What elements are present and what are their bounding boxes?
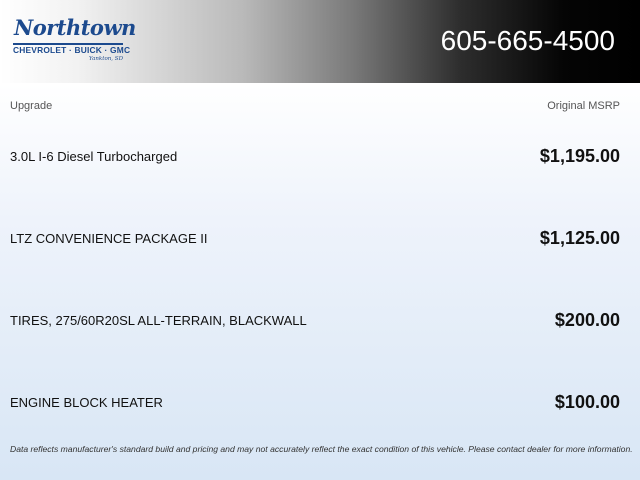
upgrade-price: $1,195.00 [539, 146, 620, 166]
logo-brands: CHEVROLET · BUICK · GMC [13, 45, 131, 55]
upgrade-row [0, 305, 640, 335]
msrp-column-header: Original MSRP [547, 100, 620, 112]
upgrade-price: $1,125.00 [539, 228, 620, 248]
dealer-phone-number[interactable]: 605-665-4500 [440, 25, 615, 56]
upgrade-name: LTZ CONVENIENCE PACKAGE II [10, 231, 208, 246]
upgrade-price: $100.00 [554, 392, 620, 412]
logo-city: Yankton, SD [88, 56, 123, 62]
upgrade-column-header: Upgrade [10, 100, 53, 112]
upgrade-name: 3.0L I-6 Diesel Turbocharged [10, 149, 178, 164]
dealer-logo[interactable] [13, 15, 136, 65]
header-bar [0, 0, 640, 83]
upgrade-price: $200.00 [554, 310, 620, 330]
upgrade-row [0, 387, 640, 417]
upgrade-name: ENGINE BLOCK HEATER [10, 395, 163, 410]
upgrade-row [0, 223, 640, 253]
pricing-disclaimer: Data reflects manufacturer's standard build and pricing and may not accurately reflect the exact condition of this vehicle. Please contact dealer for more information. [10, 444, 633, 454]
logo-name: Northtown [14, 15, 136, 40]
upgrade-row [0, 141, 640, 171]
upgrade-name: TIRES, 275/60R20SL ALL-TERRAIN, BLACKWALL [10, 313, 307, 328]
